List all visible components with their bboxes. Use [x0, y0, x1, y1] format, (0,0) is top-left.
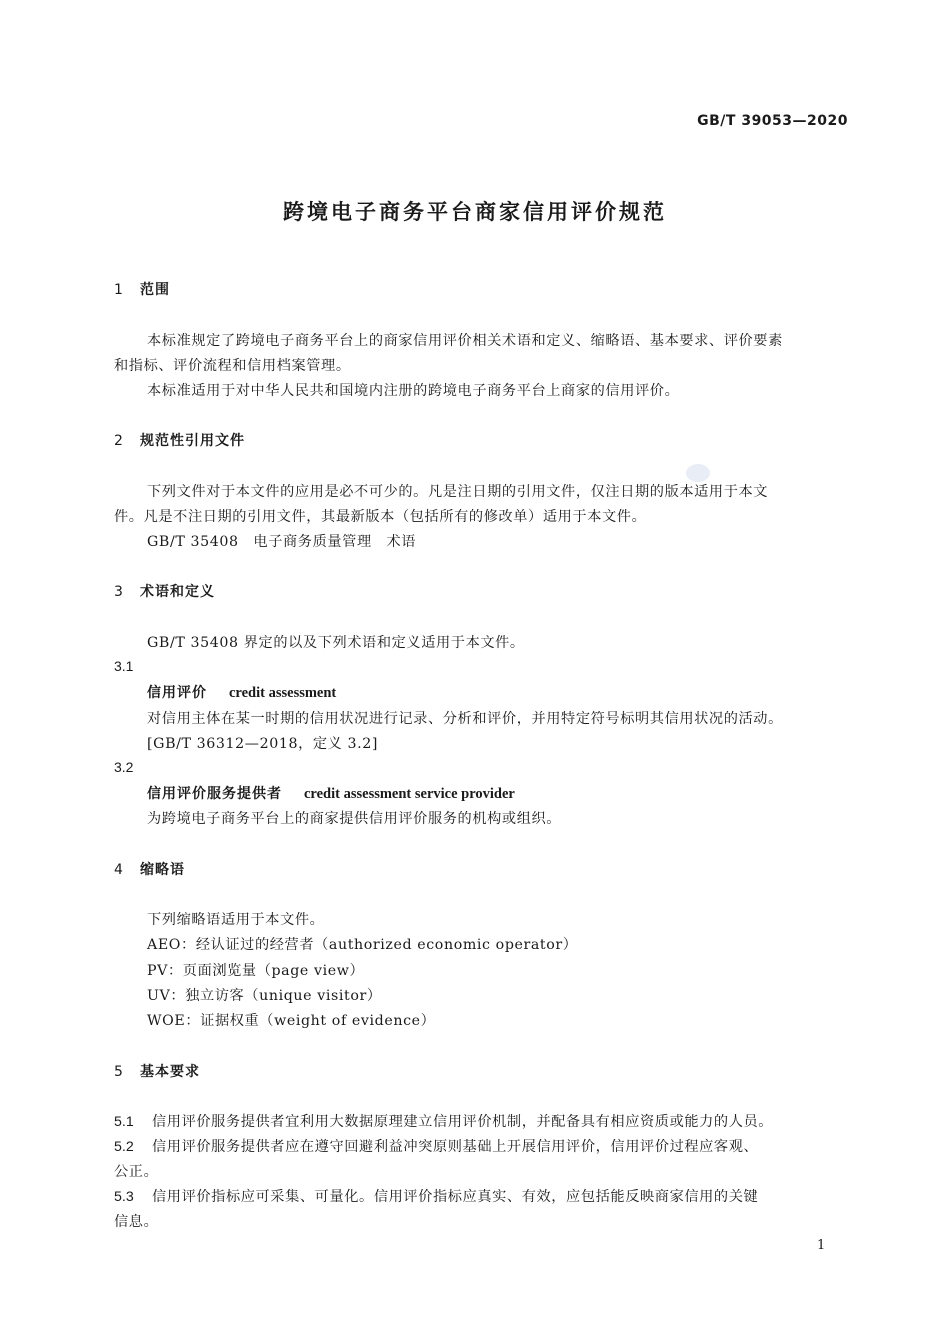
term-chinese: 信用评价: [147, 685, 207, 701]
paragraph-line: 下列缩略语适用于本文件。: [147, 912, 325, 928]
term-number: 3.2: [114, 759, 134, 775]
document-title: 跨境电子商务平台商家信用评价规范: [283, 200, 667, 224]
section-number: 5: [114, 1064, 124, 1080]
paragraph-line: GB/T 35408 界定的以及下列术语和定义适用于本文件。: [147, 635, 525, 651]
clause-number: 5.2: [114, 1139, 134, 1155]
clause-text: 信用评价服务提供者宜利用大数据原理建立信用评价机制，并配备具有相应资质或能力的人员。: [152, 1114, 774, 1130]
clause-continuation: 信息。: [114, 1214, 159, 1230]
term-heading: [147, 682, 336, 702]
normative-reference: GB/T 35408 电子商务质量管理 术语: [147, 534, 417, 550]
clause-5-3: [114, 1186, 758, 1206]
section-number: 3: [114, 584, 124, 600]
page-number: 1: [817, 1238, 826, 1253]
term-english: credit assessment: [229, 685, 337, 701]
term-heading: [147, 783, 515, 803]
term-number: 3.1: [114, 658, 134, 674]
section-title: 范围: [140, 282, 170, 298]
section-3-heading: [114, 581, 215, 601]
clause-number: 5.3: [114, 1189, 134, 1205]
section-number: 4: [114, 862, 124, 878]
term-chinese: 信用评价服务提供者: [147, 786, 282, 802]
section-1-heading: [114, 279, 170, 299]
abbreviation-item: UV：独立访客（unique visitor）: [147, 988, 382, 1004]
term-source: [GB/T 36312—2018，定义 3.2]: [147, 736, 379, 752]
section-title: 基本要求: [140, 1064, 200, 1080]
paragraph-line: 下列文件对于本文件的应用是必不可少的。凡是注日期的引用文件，仅注日期的版本适用于本文: [147, 484, 769, 500]
clause-continuation: 公正。: [114, 1164, 159, 1180]
paragraph-line: 件。凡是不注日期的引用文件，其最新版本（包括所有的修改单）适用于本文件。: [114, 509, 647, 525]
section-title: 缩略语: [140, 862, 185, 878]
abbreviation-item: PV：页面浏览量（page view）: [147, 963, 365, 979]
clause-text: 信用评价服务提供者应在遵守回避利益冲突原则基础上开展信用评价，信用评价过程应客观、: [152, 1139, 759, 1155]
abbreviation-item: WOE：证据权重（weight of evidence）: [147, 1013, 436, 1029]
term-definition: 对信用主体在某一时期的信用状况进行记录、分析和评价，并用特定符号标明其信用状况的活动。: [147, 711, 783, 727]
paragraph-line: 本标准适用于对中华人民共和国境内注册的跨境电子商务平台上商家的信用评价。: [147, 383, 680, 399]
watermark-logo-icon: [685, 462, 711, 484]
section-title: 术语和定义: [140, 584, 215, 600]
section-2-heading: [114, 430, 245, 450]
clause-number: 5.1: [114, 1114, 134, 1130]
term-definition: 为跨境电子商务平台上的商家提供信用评价服务的机构或组织。: [147, 811, 562, 827]
section-5-heading: [114, 1061, 200, 1081]
clause-text: 信用评价指标应可采集、可量化。信用评价指标应真实、有效，应包括能反映商家信用的关键: [152, 1189, 759, 1205]
clause-5-1: [114, 1111, 773, 1131]
standard-number: GB/T 39053—2020: [697, 113, 848, 129]
paragraph-line: 和指标、评价流程和信用档案管理。: [114, 358, 351, 374]
section-4-heading: [114, 859, 185, 879]
abbreviation-item: AEO：经认证过的经营者（authorized economic operator）: [147, 937, 578, 953]
paragraph-line: 本标准规定了跨境电子商务平台上的商家信用评价相关术语和定义、缩略语、基本要求、评价要素: [147, 333, 783, 349]
clause-5-2: [114, 1136, 758, 1156]
section-title: 规范性引用文件: [140, 433, 245, 449]
term-english: credit assessment service provider: [304, 786, 515, 802]
section-number: 1: [114, 282, 124, 298]
section-number: 2: [114, 433, 124, 449]
